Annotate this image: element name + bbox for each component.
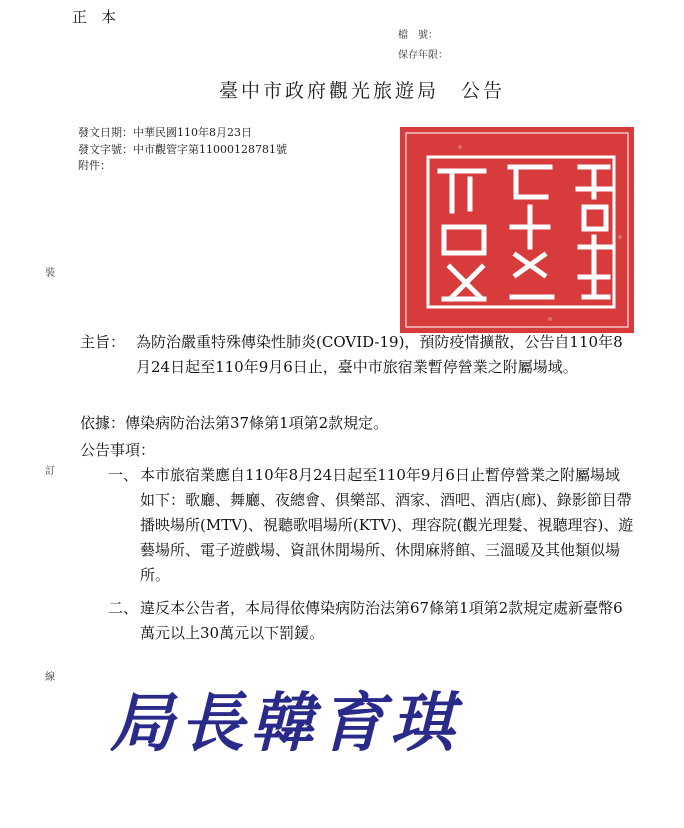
document-number: 發文字號：中市觀管字第11000128781號 xyxy=(78,143,287,156)
subject-text: 為防治嚴重特殊傳染性肺炎(COVID-19)，預防疫情擴散，公告自110年8月24日起至110年9月6日止，臺中市旅宿業暫停營業之附屬場域。 xyxy=(136,333,623,376)
item-text: 本市旅宿業應自110年8月24日起至110年9月6日止暫停營業之附屬場域如下：歌廳、舞廳、夜總會、俱樂部、酒家、酒吧、酒店(廊)、錄影節目帶播映場所(MTV)、視聽歌唱場所(KTV)、理容院(觀光理髮、視聽理容)、遊藝場所、電子遊戲場、資訊休閒場所、休閒麻將館、三溫暖及其他類似場所。 xyxy=(140,466,634,584)
item-number: 一、 xyxy=(107,466,138,484)
item-number: 二、 xyxy=(107,599,138,617)
archive-number-label: 檔 號： xyxy=(398,30,438,41)
announcement-item xyxy=(88,463,634,588)
document-title: 臺中市政府觀光旅遊局 公告 xyxy=(218,80,505,102)
basis-line: 依據：傳染病防治法第37條第1項第2款規定。 xyxy=(80,414,389,432)
attachment-label: 附件： xyxy=(78,159,111,172)
binding-mark-zhuang: 裝 xyxy=(45,268,55,279)
retention-period-label: 保存年限： xyxy=(398,50,448,61)
announcement-item xyxy=(88,596,634,646)
subject-paragraph xyxy=(80,330,635,380)
director-signature: 局長韓育琪 xyxy=(110,686,460,761)
binding-mark-xian: 線 xyxy=(45,672,55,683)
official-seal xyxy=(400,127,634,333)
item-text: 違反本公告者，本局得依傳染病防治法第67條第1項第2款規定處新臺幣6萬元以上30萬元以下罰鍰。 xyxy=(140,599,623,642)
subject-label: 主旨： xyxy=(80,333,126,351)
binding-mark-ding: 訂 xyxy=(45,466,55,477)
items-heading: 公告事項： xyxy=(80,441,156,459)
copy-mark: 正本 xyxy=(72,8,131,26)
issue-date: 發文日期：中華民國110年8月23日 xyxy=(78,126,252,139)
